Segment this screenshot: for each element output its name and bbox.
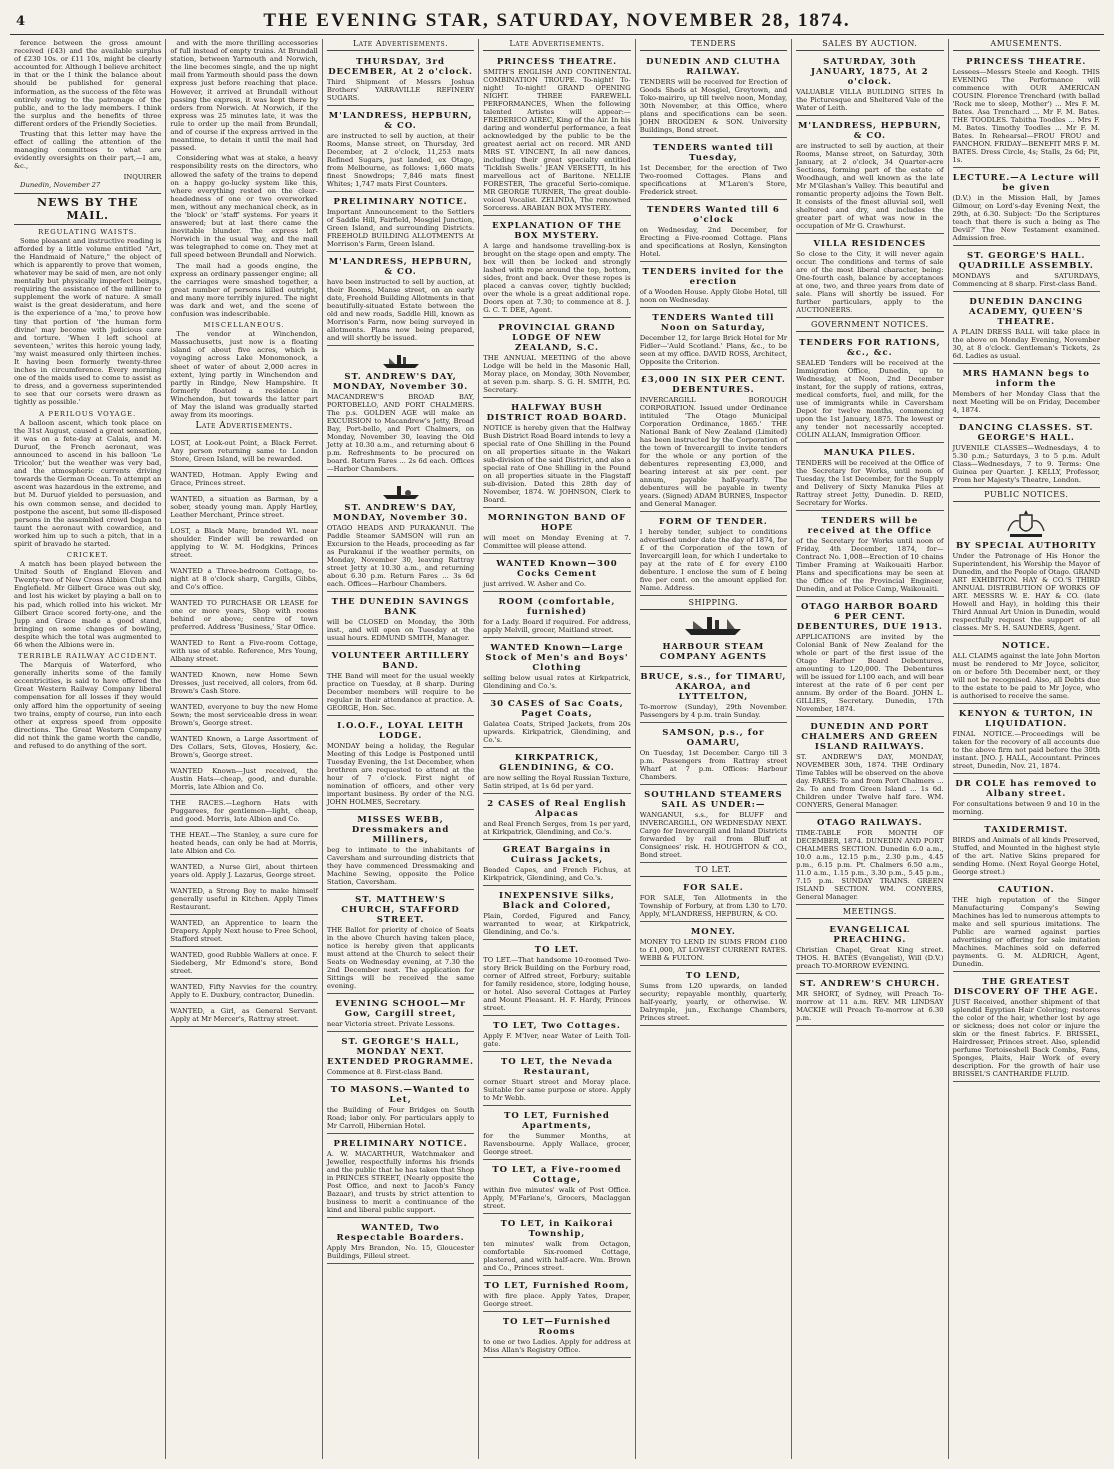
article-body: A balloon ascent, which took place on the 31st August, caused a great sensation, it was on a fete-day at Calais, and M. Duruof, the French aeronaut, was announced to ascend in his balloon 'Le Tricolor,' but the weather was very bad, and the atmospheric currents driving towards the German Ocean. To attempt an ascent was hazardous in the extreme, and but M. Duruof yielded to persuasion, and his own common sense, and decided to postpone the ascent, but some ill-disposed persons in the assembled crowd began to taunt the aeronaut with cowardice, and worked him up to such a pitch, that in a spirit of bravado he started. — [14, 418, 162, 548]
advertisement: TO LET, Furnished Room, with fire place. Apply Yates, Draper, George street. — [483, 1278, 630, 1312]
advertisement: TAXIDERMIST. BIRDS and Animals of all kinds Preserved, Stuffed, and Mounted in the highest style of the art. Native Skins prepared for sending Home. (Next Royal George Hotel, George street.) — [953, 822, 1100, 880]
advertisement: LECTURE.—A Lecture will be given (D.V.) in the Mission Hall, by James Gilmour, on Lord's-day Evening Next, the 29th, at 6.30. Subject: 'Do the Scriptures teach that there is such a being as The Devil?' The New Testament examined. Admission free. — [953, 170, 1100, 246]
advertisement: GREAT Bargains in Cuirass Jackets, Beaded Capes, and French Fichus, at Kirkpatrick, Glendining, and Co.'s. — [483, 842, 630, 886]
advertisement: DUNEDIN AND CLUTHA RAILWAY. TENDERS will be received for Erection of Goods Sheds at Mosgiel, Greytown, and Toko-mairiro, up till twelve noon, Monday, 30th November, at this Office, where plans and specifications can be seen. JOHN BROGDEN & SON. University Buildings, Bond street. — [640, 54, 787, 138]
steamship-icon — [640, 613, 787, 637]
masthead — [10, 8, 1104, 35]
advertisement: M'LANDRESS, HEPBURN, & CO. are instructed to sell by auction, at their Rooms, Manse street, on Saturday, 30th January, at 2 o'clock, 34 Quarter-acre Sections, forming part of the estate of Woodhaugh, and well known as the late Mr M'Glashan's Valley. This beautiful and romantic property adjoins the Town Belt. It consists of the finest alluvial soil, well sheltered and dry, and includes the greater part of what was now in the occupation of Mr G. Crawhurst. — [796, 118, 943, 234]
section-heading: SHIPPING. — [640, 598, 787, 610]
article-body: A match has been played between the United South of England Eleven and Twenty-two of New Cross Albion Club and Englefield. Mr Gilbert Grace was out sky, and lost his wicket by playing a ball on to his pad, which rolled into his wicket. Mr Gilbert Grace scored forty-one, and the Jupp and Grace made a good stand, bringing on some changes of bowling, despite which the total was augmented to 66 when the Albions were in. — [14, 560, 162, 649]
article-body: The Marquis of Waterford, who generally inherits some of the family eccentricities, is said to have offered the Great Western Railway Company liberal compensation for all losses if they would only afford him the opportunity of seeing two trains, empty of course, run into each other at express speed from opposite directions. The Great Western Company did not think the game worth the candle, and refused to do anything of the sort. — [14, 661, 162, 751]
section-heading: AMUSEMENTS. — [953, 39, 1100, 51]
section-heading: NEWS BY THE MAIL. — [14, 193, 161, 225]
section-heading: GOVERNMENT NOTICES. — [796, 320, 943, 332]
advertisement: MISSES WEBB, Dressmakers and Milliners, beg to intimate to the inhabitants of Caversham and surrounding districts that they have commenced Dressmaking and Machine Sewing, opposite the Police Station, Caversham. — [327, 812, 474, 890]
classified-ad: WANTED Known, a Large Assortment of Drs Collars, Sets, Gloves, Hosiery, &c. Brown's, George street. — [170, 733, 317, 763]
columns — [10, 39, 1104, 1459]
article-subhead: REGULATING WAISTS. — [38, 227, 138, 236]
advertisement: BY SPECIAL AUTHORITY Under the Patronage of His Honor the Superintendent, his Worship the Mayor of Dunedin, and the People of Otago. GRAND ART EXHIBITION. HAY & CO.'S THIRD ANNUAL DISTRIBUTION OF WORKS OF ART. MESSRS W. E. HAY & CO. (late Howell and Hay), in holding this their Third Annual Art Union in Dunedin, would respectfully request the support of all classes. Mr S. H. SAUNDERS, Agent. — [953, 505, 1100, 636]
advertisement: WANTED Known—Large Stock of Men's and Boys' Clothing selling below usual rates at Kirkpatrick, Glendining and Co.'s. — [483, 640, 630, 694]
advertisement: PRINCESS THEATRE. Lessees—Messrs Steele and Keogh. THIS EVENING The Performance will commence with OUR AMERICAN COUSIN. Florence Trenchard (with ballad 'Rock me to sleep, Mother') ... Mrs F. M. Bates. Asa Trenchard ... Mr F. M. Bates. THE TOODLES. Tabitha Toodles ... Mrs F. M. Bates. Timothy Toodles ... Mr F. M. Bates. In Rehearsal—FROU FROU and FANCHON. FRIDAY—BENEFIT MRS F. M. BATES. Dress Circle, 4s; Stalls, 2s 6d; Pit, 1s. — [953, 54, 1100, 168]
column-5 — [636, 39, 792, 1459]
advertisement: DR COLE has removed to Albany street. For consultations between 9 and 10 in the morning. — [953, 776, 1100, 820]
advertisement: OTAGO HARBOR BOARD 6 PER CENT. DEBENTURES, DUE 1913. APPLICATIONS are invited by the Colonial Bank of New Zealand for the whole or part of the first issue of the Otago Harbor Board Debentures, amounting to L20,000. The Debentures will be issued for L100 each, and will bear interest at the rate of 6 per cent per annum. By order of the Board. JOHN L. GILLIES, Secretary. Dunedin, 17th November, 1874. — [796, 599, 943, 717]
classified-list — [170, 437, 317, 1027]
advertisement: VOLUNTEER ARTILLERY BAND. THE Band will meet for the usual weekly practice on Tuesday, at 8 sharp. During December members will require to be regular in their attendance at practice. A. GEORGE, Hon. Sec. — [327, 648, 474, 716]
royal-coat-of-arms-icon — [953, 509, 1100, 539]
section-heading: PUBLIC NOTICES. — [953, 490, 1100, 502]
advertisement: EXPLANATION OF THE BOX MYSTERY. A large and handsome travelling-box is brought on the stage open and empty. The box will then be locked and strongly lashed with rope around the top, bottom, sides, front and back. Over these ropes is placed a canvas cover, tightly buckled; over the whole is a great additional rope. Doors open at 7.30; to commence at 8. J. G. C. T. DEE, Agent. — [483, 218, 630, 318]
advertisement: TENDERS Wanted till Noon on Saturday, December 12, for large Brick Hotel for Mr Fidler—'Auld Scotland.' Plans, &c., to be seen at my office. DAVID ROSS, Architect, Opposite the Criterion. — [640, 310, 787, 370]
classified-ad: THE RACES.—Leghorn Hats with Puggarees, for gentlemen—light, cheap, and good. Morris, late Albion and Co. — [170, 797, 317, 827]
advertisement: INEXPENSIVE Silks, Black and Colored, Plain, Corded, Figured and Fancy, warranted to wear, at Kirkpatrick, Glendining, and Co.'s. — [483, 888, 630, 940]
section-heading: Late Advertisements. — [483, 39, 630, 51]
advertisement: SAMSON, p.s., for OAMARU, On Tuesday, 1st December. Cargo till 3 p.m. Passengers from Rattray street Wharf at 7 p.m. Offices: Harbour Chambers. — [640, 725, 787, 785]
advertisement: DUNEDIN AND PORT CHALMERS AND GREEN ISLAND RAILWAYS. ST. ANDREW'S DAY, MONDAY, NOVEMBER 30th, 1874. THE Ordinary Time Tables will be observed on the above day. FARES: To and from Port Chalmers ... 2s. To and from Green Island ... 1s 6d. Children under Twelve half fare. WM. CONYERS, General Manager. — [796, 719, 943, 813]
classified-ad: WANTED, a Nurse Girl, about thirteen years old. Apply J. Lazarus, George street. — [170, 861, 317, 883]
advertisement: MORNINGTON BAND OF HOPE will meet on Monday Evening at 7. Committee will please attend. — [483, 510, 630, 554]
advertisement: TENDERS will be received at the Office of the Secretary for Works until noon of Friday, 4th December, 1874, for— Contract No. 1,008—Erection of 10 chains Timber Framing at Waikouaiti Harbor. Plans and specifications may be seen at the Office of the Provincial Engineer, Dunedin, and at Police Camp, Waikouaiti. — [796, 513, 943, 597]
section-heading: MEETINGS. — [796, 907, 943, 919]
classified-ad: WANTED to Rent a Five-room Cottage, with use of stable. Reference, Mrs Young, Albany street. — [170, 637, 317, 667]
section-heading: Late Advertisements. — [170, 421, 317, 434]
advertisement: SATURDAY, 30th JANUARY, 1875, At 2 o'clock. VALUABLE VILLA BUILDING SITES In the Picturesque and Sheltered Vale of the Water of Leith. — [796, 54, 943, 116]
section-heading: SALES BY AUCTION. — [796, 39, 943, 51]
article-body: Some pleasant and instructive reading is afforded by a little volume entitled "Art, the Handmaid of Nature," the object of which is apparently to prove that women, whatever may be said of men, are not only mentally but physically imperfect beings, requiring the assistance of the milliner to supplement the work of nature. A small waist is the great desideratum, and here is the experience of a 'ma,' to prove how tiny that portion of 'the human form divine' may become with judicious care and torture. 'When I left school at seventeen,' writes this heroic young lady, 'my waist measured only thirteen inches. It having been formerly twenty-three inches in circumference. Every morning one of the maids used to come to assist as to dress, and a governess superintended to see that our corsets were drawn as tightly as possible.' — [14, 236, 162, 407]
advertisement: I.O.O.F., LOYAL LEITH LODGE. MONDAY being a holiday, the Regular Meeting of this Lodge is Postponed until Tuesday Evening, the 1st December, when brethren are requested to attend at the hour of 7 o'clock. First night of nomination of officers, and other very important business. By order of the N.G. JOHN HOLMES, Secretary. — [327, 718, 474, 810]
advertisement: TO LET, Two Cottages. Apply F. M'Iver, near Water of Leith Toll-gate. — [483, 1018, 630, 1052]
advertisement: 30 CASES of Sac Coats, Paget Coats, Galatea Coats, Striped Jackets, from 20s upwards. Kirkpatrick, Glendining, and Co.'s. — [483, 696, 630, 748]
advertisement: ST. ANDREW'S DAY, MONDAY, November 30. MACANDREW'S BROAD BAY, PORTOBELLO, AND PORT CHALMERS. The p.s. GOLDEN AGE will make an EXCURSION to Macandrew's Jetty, Broad Bay, Port-bello, and Port Chalmers, on Monday, November 30, leaving the Old Jetty at 10.30 a.m., and returning about 6 p.m. Refreshments to be procured on board. Return Fares ... 2s 6d each. Offices—Harbor Chambers. — [327, 348, 474, 477]
advertisement: PROVINCIAL GRAND LODGE OF NEW ZEALAND, S.C. THE ANNUAL MEETING of the above Lodge will be held in the Masonic Hall, Moray place, on Monday, 30th November, at seven p.m. sharp. S. G. H. SMITH, P.G. Secretary. — [483, 320, 630, 398]
classified-ad: WANTED Known—Just received, the Austin Hats—cheap, good, and durable. Morris, late Albion and Co. — [170, 765, 317, 795]
article-subhead: TERRIBLE RAILWAY ACCIDENT. — [17, 652, 158, 661]
advertisement: KIRKPATRICK, GLENDINING, & CO. are now selling the Royal Russian Texture, Satin striped, at 1s 6d per yard. — [483, 750, 630, 794]
classified-ad: WANTED, good Rubble Wallers at once. F. Siedeberg, Mr Edmond's store, Bond street. — [170, 949, 317, 979]
advertisement: TO LET, Furnished Apartments, for the Summer Months, at Ravensbourne. Apply Wallace, grocer, George street. — [483, 1108, 630, 1160]
section-heading: TO LET. — [640, 865, 787, 877]
advertisement: TENDERS FOR RATIONS, &c., &c. SEALED Tenders will be received at the Immigration Office, Dunedin, up to Wednesday, at Noon, 2nd December instant, for the supply of rations, extras, medical comforts, fuel, and milk, for the use of immigrants while in Caversham Depot for twelve months, commencing upon the 1st January, 1875. The lowest or any tender not necessarily accepted. COLIN ALLAN, Immigration Officer. — [796, 335, 943, 443]
advertisement: TO LET, a Five-roomed Cottage, within five minutes' walk of Post Office. Apply, M'Farlane's, Grocers, Maclaggan street. — [483, 1162, 630, 1214]
section-heading: TENDERS — [640, 39, 787, 51]
advertisement: TENDERS wanted till Tuesday, 1st December, for the erection of Two Two-roomed Cottages. Plans and specifications at M'Laren's Store, Frederick street. — [640, 140, 787, 200]
advertisement: PRINCESS THEATRE. SMITH'S ENGLISH AND CONTINENTAL COMBINATION TROUPE. To-night! To-night! To-night! GRAND OPENING NIGHT. THREE FAREWELL PERFORMANCES, When the following talented Artistes will appear:— FREDERICO AIREC, King of the Air. In his daring and wonderful performance, a feat acknowledged by the public to be the greatest aerial act on record. MR AND MRS ST. VINCENT, In all new dances, including their great specialty entitled 'Ticklish Swells.' JEAN VERSETTI, In his marvellous act of Baritone. NELLIE FORESTER, The graceful Serio-comique. MR GEORGE TURNER, The great double-voiced Vocalist. ZELINDA, The renowned Sorceress. ARABIAN BOX MYSTERY. — [483, 54, 630, 216]
advertisement: MONEY. MONEY TO LEND IN SUMS FROM £100 to £1,000, AT LOWEST CURRENT RATES. WEBB & FULTON. — [640, 924, 787, 966]
advertisement: ST. GEORGE'S HALL. QUADRILLE ASSEMBLY. MONDAYS and SATURDAYS, Commencing at 8 sharp. First-class Band. — [953, 248, 1100, 292]
advertisement: TO LET. TO LET.—That handsome 10-roomed Two-story Brick Building on the Forbury road, corner of Alfred street, Forbury; suitable for family residence, store, lodging house, or hotel. Also several Cottages at Parley and Mount Pleasant. H. F. Hardy, Princes street. — [483, 942, 630, 1016]
advertisement: ST. GEORGE'S HALL, MONDAY NEXT. EXTENDED PROGRAMME. Commence at 8. First-class Band. — [327, 1034, 474, 1080]
advertisement: ST. ANDREW'S CHURCH. MR SHORT, of Sydney, will Preach To-morrow at 11 a.m. REV. MR LINDSAY MACKIE will Preach To-morrow at 6.30 p.m. — [796, 976, 943, 1026]
advertisement: OTAGO RAILWAYS. TIME-TABLE FOR MONTH OF DECEMBER, 1874. DUNEDIN AND PORT CHALMERS SECTION. Dunedin 6.0 a.m., 10.0 a.m., 12.15 p.m., 2.30 p.m., 4.45 p.m., 6.15 p.m. Pt. Chalmers 6.50 a.m., 11.0 a.m., 1.15 p.m., 3.30 p.m., 5.45 p.m., 7.15 p.m. SUNDAY TRAINS. GREEN ISLAND SECTION. WM. CONYERS, General Manager. — [796, 815, 943, 905]
advertisement: FORM OF TENDER. I hereby tender, subject to conditions advertised under date the day of 1874, for £ of the Corporation of the town of Invercargill loan, for which I undertake to pay at the rate of £ for every £100 debenture. I enclose the sum of £ being five per cent. on the amount applied for. Name. Address. — [640, 514, 787, 596]
advertisement: HARBOUR STEAM COMPANY AGENTS — [640, 639, 787, 667]
column-2 — [166, 39, 322, 1459]
advertisement: DUNEDIN DANCING ACADEMY, QUEEN'S THEATRE. A PLAIN DRESS BALL will take place in the above on Monday Evening, November 30, at 8 o'clock. Gentleman's Tickets, 2s 6d. Ladies as usual. — [953, 294, 1100, 364]
classified-ad: WANTED Known, new Home Sewn Dresses, just received, all colors, from 6d. Brown's Cash Store. — [170, 669, 317, 699]
column-7 — [949, 39, 1104, 1459]
column-1 — [10, 39, 166, 1459]
page-number: 4 — [16, 13, 26, 29]
advertisement: TENDERS invited for the erection of a Wooden House. Apply Globe Hotel, till noon on Wednesday. — [640, 264, 787, 308]
article-body: The vendor at Winchendon, Massachusetts, just now is a floating island of about five acres, which is voyaging across Lake Monomonock, a sheet of water of about 2,000 acres in extent, lying partly in Winchendon and partly in Rindge, New Hampshire. It formerly floated a residence in Winchendon, but towards the latter part of May the island was gradually started away from its moorings. — [170, 330, 318, 420]
advertisement: TO LET, the Nevada Restaurant, corner Stuart street and Moray place. Suitable for same purpose or store. Apply to Mr Webb. — [483, 1054, 630, 1106]
advertisement: KENYON & TURTON, IN LIQUIDATION. FINAL NOTICE.—Proceedings will be taken for the recovery of all accounts due to the above firm not paid before the 30th instant. JNO. J. HALL, Accountant. Princes street, Dunedin, Nov. 21, 1874. — [953, 706, 1100, 774]
steamer-icon — [327, 352, 474, 370]
advertisement: TO LEND, Sums from L20 upwards, on landed security; repayable monthly, quarterly, half-yearly, yearly, or otherwise. W. Dalrymple, jun., Exchange Chambers, Princes street. — [640, 968, 787, 1026]
classified-ad: WANTED, a situation as Barman, by a sober, steady young man. Apply Hartley, Leather Merchant, Prince street. — [170, 493, 317, 523]
advertisement: £3,000 IN SIX PER CENT. DEBENTURES. INVERCARGILL BOROUGH CORPORATION. Issued under Ordinance intituled 'The Otago Municipal Corporation Ordinance, 1865.' THE National Bank of New Zealand (Limited) has been instructed by the Corporation of the town of Invercargill to invite tenders for the whole or any portion of the debentures representing £3,000, and bearing interest at six per cent. per annum, payable half-yearly. The debentures will be payable in twenty years. (Signed) ADAM BURNES, Inspector and General Manager. — [640, 372, 787, 512]
article-body: and with the more thrilling accessories of full instead of empty trains. At Brundall station, between Yarmouth and Norwich, the line becomes single, and the up night mail from Yarmouth should pass the down express just before reaching that place. However, it arrived at Brundall without passing the express, it was kept there by orders from Norwich. At Norwich, if the express was 25 minutes late, it was the rule to order up the mail from Brundall, and of course if the express arrived in the meantime, to detain it until the mail had passed. — [170, 39, 318, 153]
advertisement: TO LET, in Kaikorai Township, ten minutes' walk from Octagon, comfortable Six-roomed Cottage, plastered, and with half-acre. Wm. Brown and Co., Princes street. — [483, 1216, 630, 1276]
advertisement: BRUCE, s.s., for TIMARU, AKAROA, and LYTTELTON, To-morrow (Sunday), 29th November. Passengers by 4 p.m. train Sunday. — [640, 669, 787, 723]
advertisement: TENDERS Wanted till 6 o'clock on Wednesday, 2nd December, for Erecting a Five-roomed Cottage. Plans and specifications at Roslyn, Kensington Hotel. — [640, 202, 787, 262]
advertisement: PRELIMINARY NOTICE. Important Announcement to the Settlers of Saddle Hill, Fairfield, Mosgiel Junction, Green Island, and surrounding Districts. FREEHOLD BUILDING ALLOTMENTS At Morrison's Farm, Green Island. — [327, 194, 474, 252]
advertisement: WANTED, Two Respectable Boarders. Apply Mrs Brandon, No. 15, Gloucester Buildings, Filleul street. — [327, 1220, 474, 1264]
classified-ad: LOST, at Look-out Point, a Black Ferret. Any person returning same to London Store, Green Island, will be rewarded. — [170, 437, 317, 467]
classified-ad: WANTED TO PURCHASE OR LEASE for one or more years, Shop with rooms behind or above; centre of town preferred. Address 'Business,' Star Office. — [170, 597, 317, 635]
classified-ad: THE HEAT.—The Stanley, a sure cure for heated heads, can only be had at Morris, late Albion and Co. — [170, 829, 317, 859]
advertisement: ST. MATTHEW'S CHURCH, STAFFORD STREET. THE Ballot for priority of choice of Seats in the above Church having taken place, notice is hereby given that applicants must attend at the Church to select their Seats on Wednesday evening, at 7.30 the 2nd December next. The application for Sittings will be received the same evening. — [327, 892, 474, 994]
advertisement: WANTED Known—300 Cocks Cement just arrived. W. Asher and Co. — [483, 556, 630, 592]
advertisement: EVENING SCHOOL—Mr Gow, Cargill street, near Victoria street. Private Lessons. — [327, 996, 474, 1032]
advertisement: ROOM (comfortable, furnished) for a Lady. Board if required. For address, apply Melvill, grocer, Maitland street. — [483, 594, 630, 638]
section-heading: Late Advertisements. — [327, 39, 474, 51]
letter-date: Dunedin, November 27 — [20, 180, 101, 189]
article-subhead: MISCELLANEOUS. — [203, 321, 285, 330]
classified-ad: WANTED, everyone to buy the new Home Sewn; the most serviceable dress in wear. Brown's, George street. — [170, 701, 317, 731]
article-subhead: CRICKET. — [66, 551, 109, 560]
letter-body: ference between the gross amount received (£43) and the available surplus of £230 10s. or £11 10s, might be clearly accounted for. Although I believe architect in that or the I think the balance about should be published for general information, as the success of the fête was entirely owing to the patronage of the public, and to the lady members. I think the surplus and the benefits of three different orders of the Friendly Societies. — [14, 39, 162, 128]
advertisement: 2 CASES of Real English Alpacas and Real French Serges, from 1s per yard, at Kirkpatrick, Glendining, and Co.'s. — [483, 796, 630, 840]
advertisement: ST. ANDREW'S DAY, MONDAY, November 30. OTAGO HEADS AND PURAKANUI. The Paddle Steamer SAMSON will run an Excursion to the Heads, proceeding as far as Purakanui if the weather permits, on Monday, November 30, leaving Rattray street Jetty at 10.30 a.m., and returning about 6.30 p.m. Return Fares ... 3s 6d each. Offices—Harbour Chambers. — [327, 479, 474, 592]
advertisement: DANCING CLASSES. ST. GEORGE'S HALL. JUVENILE CLASSES—Wednesdays, 4 to 5.30 p.m.; Saturdays, 3 to 5 p.m. Adult Class—Wednesdays, 7 to 9. Terms: One Guinea per Quarter. J. KELLY, Professor, From her Majesty's Theatre, London. — [953, 420, 1100, 488]
column-3 — [323, 39, 479, 1459]
column-4 — [479, 39, 635, 1459]
advertisement: TO MASONS.—Wanted to Let, the Building of Four Bridges on South Road; labor only. For particulars apply to Mr Carroll, Hibernian Hotel. — [327, 1082, 474, 1134]
classified-ad: WANTED, a Strong Boy to make himself generally useful in Kitchen. Apply Times Restaurant. — [170, 885, 317, 915]
advertisement: TO LET—Furnished Rooms to one or two Ladies. Apply for address at Miss Allan's Registry Office. — [483, 1314, 630, 1358]
classified-ad: LOST, a Black Mare; branded WL near shoulder. Finder will be rewarded on applying to W. M. Hodgkins, Princes street. — [170, 525, 317, 563]
steamer-icon — [327, 483, 474, 501]
classified-ad: WANTED a Three-bedroom Cottage, to-night at 8 o'clock sharp, Cargills, Gibbs, and Co's office. — [170, 565, 317, 595]
advertisement: FOR SALE. FOR SALE, Ten Allotments in the Township of Forbury, at from L30 to L70. Apply, M'LANDRESS, HEPBURN, & CO. — [640, 880, 787, 922]
advertisement: NOTICE. ALL CLAIMS against the late John Morton must be rendered to Mr Joyce, solicitor, on or before 5th December next, or they will not be recognised. Also, all Debts due to the estate to be paid to Mr Joyce, who is authorised to receive the same. — [953, 638, 1100, 704]
newspaper-title: THE EVENING STAR, SATURDAY, NOVEMBER 28, 1874. — [263, 10, 851, 31]
article-body: Considering what was at stake, a heavy responsibility rests on the directors, who allowed the safety of the trains to depend on a happy go-lucky system like this, where everything rested on the clear-headedness of one or two overworked men, without any mechanical check, as in the 'block' or 'staff' systems. For years it answered; but at last there came the inevitable blunder. The express left Norwich in the usual way, and the mail was telegraphed to come on. They met at full speed between Brundall and Norwich. — [170, 154, 318, 260]
advertisement: THE GREATEST DISCOVERY OF THE AGE. JUST Received, another shipment of that splendid Egyptian Hair Coloring; restores the color of the hair, whether lost by age or sickness; does not color or injure the skin or the finest fabrics. F. BRISSEL, Hairdresser, Princes street. Also, splendid perfume Tortoiseshell Back Combs, Fans, Sponges, Plaits, Hair Work of every description. For the growth of hair use BRISSEL'S CANTHARIDE FLUID. — [953, 974, 1100, 1082]
advertisement: M'LANDRESS, HEPBURN, & CO. have been instructed to sell by auction, at their Rooms, Manse street, on an early date, Freehold Building Allotments in that beautifully-situated Estate between the old and new roads, Saddle Hill, known as Morrison's Farm, now being surveyed in allotments. Plans now being prepared, and will shortly be issued. — [327, 254, 474, 346]
advertisement: THURSDAY, 3rd DECEMBER, At 2 o'clock. Third Shipment of Messrs Joshua Brothers' YARRAVILLE REFINERY SUGARS. — [327, 54, 474, 106]
advertisement: MRS HAMANN begs to inform the Members of her Monday Class that the next Meeting will be on Friday, December 4, 1874. — [953, 366, 1100, 418]
classified-ad: WANTED, a Girl, as General Servant. Apply at Mr Mercer's, Rattray street. — [170, 1005, 317, 1027]
advertisement: PRELIMINARY NOTICE. A. W. MACARTHUR, Watchmaker and Jeweller, respectfully informs his friends and the public that he has taken that Shop in PRINCES STREET, (Nearly opposite the Post Office, and next to Jacob's Fancy Bazaar), and trusts by strict attention to business to merit a continuance of the kind and liberal public support. — [327, 1136, 474, 1218]
advertisement: VILLA RESIDENCES So close to the City, it will never again occur. The conditions and terms of sale are of the most liberal character, being: One-fourth cash, balance by acceptances at one, two, and three years from date of sale. Plans will shortly be issued. For further particulars, apply to the AUCTIONEERS. — [796, 236, 943, 318]
classified-ad: WANTED, Fifty Navvies for the country. Apply to E. Duxbury, contractor, Dunedin. — [170, 981, 317, 1003]
advertisement: SOUTHLAND STEAMERS SAIL AS UNDER:— WANGANUI, s.s., for BLUFF and INVERCARGILL, ON WEDNESDAY NEXT. Cargo for Invercargill and Inland Districts forwarded by rail from Bluff at Consignees' risk. H. HOUGHTON & CO., Bond street. — [640, 787, 787, 863]
advertisement: HALFWAY BUSH DISTRICT ROAD BOARD. NOTICE is hereby given that the Halfway Bush District Road Board intends to levy a special rate of One Shilling in the Pound on all properties situate in the Wakari sub-division of the said District, and also a special rate of One Shilling in the Pound on all properties situate in the Flagstaff sub-division. Dated this 28th day of November, 1874. W. JOHNSON, Clerk to Board. — [483, 400, 630, 508]
advertisement: THE DUNEDIN SAVINGS BANK will be CLOSED on Monday, the 30th inst., and will open on Tuesday at the usual hours. EDMUND SMITH, Manager. — [327, 594, 474, 646]
advertisement: CAUTION. THE high reputation of the Singer Manufacturing Company's Sewing Machines has led to numerous attempts to make and sell spurious imitations. The Public are warned against parties advertising or offering for sale imitation Machines. Machines sold on deferred payments. G. M. ALDRICH, Agent, Dunedin. — [953, 882, 1100, 972]
advertisement: M'LANDRESS, HEPBURN, & CO. are instructed to sell by auction, at their Rooms, Manse street, on Thursday, 3rd December, at 2 o'clock, 11,253 mats Refined Sugars, just landed, ex Otago, from Melbourne, as follows: 1,660 mats finest Snowdrops; 7,846 mats finest Whites; 1,747 mats First Counters. — [327, 108, 474, 192]
letter-body: Trusting that this letter may have the effect of calling the attention of the managing committees to what are evidently oversights on their part,—I am, &c., — [14, 130, 162, 171]
article-body: The mail had a goods engine, the express an ordinary passenger engine; all the carriages were smashed together, a great number of persons killed outright, and many more terribly injured. The night was dark and wet, and the scene of confusion was indescribable. — [170, 261, 318, 319]
column-6 — [792, 39, 948, 1459]
advertisement: MANUKA PILES. TENDERS will be received at the Office of the Secretary for Works, until noon of Tuesday, the 1st December, for the Supply and Delivery of Sixty Manuka Piles at Rattray street Jetty, Dunedin. D. REID, Secretary for Works. — [796, 445, 943, 511]
article-subhead: A PERILOUS VOYAGE. — [39, 409, 137, 418]
classified-ad: WANTED, Hotman. Apply Ewing and Grace, Princes street. — [170, 469, 317, 491]
classified-ad: WANTED, an Apprentice to learn the Drapery. Apply Next house to Free School, Stafford street. — [170, 917, 317, 947]
advertisement: EVANGELICAL PREACHING. Christian Chapel, Great King street. THOS. H. BATES (Evangelist), Will (D.V.) preach TO-MORROW EVENING. — [796, 922, 943, 974]
letter-signature: INQUIRER — [123, 172, 162, 181]
